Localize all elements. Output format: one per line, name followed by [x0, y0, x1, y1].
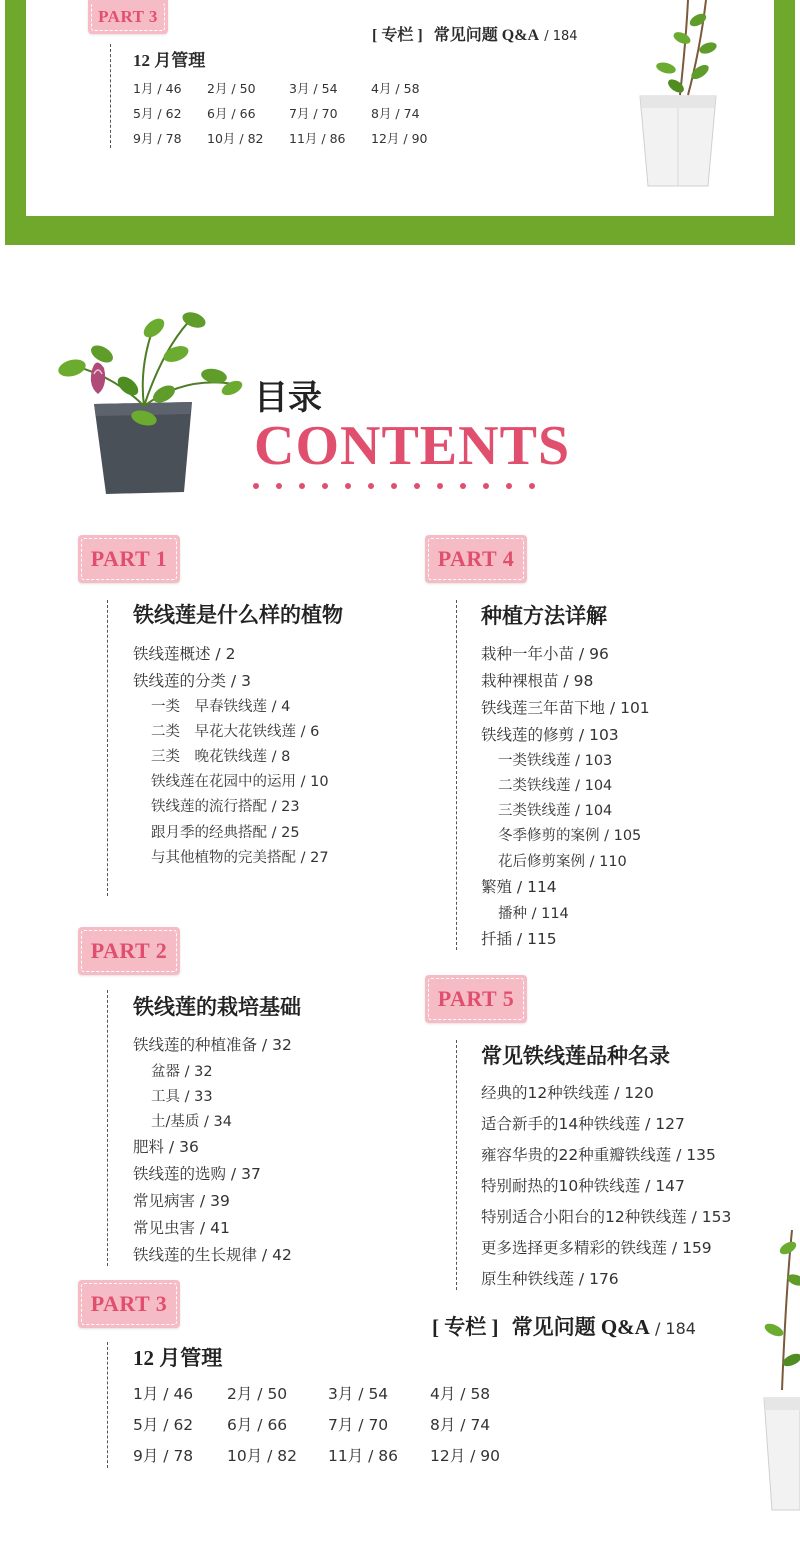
part3-badge: PART 3 [78, 1280, 180, 1328]
toc-subentry: 冬季修剪的案例 / 105 [498, 828, 642, 844]
toc-entry: 铁线莲的生长规律 / 42 [133, 1246, 292, 1264]
toc-entry: 常见虫害 / 41 [133, 1219, 230, 1237]
month-entry: 11月 / 86 [328, 1447, 399, 1465]
toc-entry: 栽种裸根苗 / 98 [481, 672, 594, 690]
top-month-entry: 12月 / 90 [371, 131, 428, 146]
top-month-entry: 8月 / 74 [371, 106, 420, 121]
toc-entry: 铁线莲的修剪 / 103 [481, 726, 619, 744]
part2-title: 铁线莲的栽培基础 [133, 995, 301, 1019]
top-month-entry: 4月 / 58 [371, 81, 420, 96]
toc-entry: 特别适合小阳台的12种铁线莲 / 153 [481, 1208, 732, 1226]
part5-badge: PART 5 [425, 975, 527, 1023]
part5-dashed-line [456, 1040, 457, 1290]
part3-dashed-line [107, 1342, 108, 1468]
month-entry: 3月 / 54 [328, 1385, 389, 1403]
contents-title-en: CONTENTS [254, 415, 571, 477]
toc-subentry: 跟月季的经典搭配 / 25 [151, 825, 300, 841]
top-section-title: 12 月管理 [133, 51, 206, 70]
month-entry: 8月 / 74 [430, 1416, 491, 1434]
top-month-entry: 9月 / 78 [133, 131, 182, 146]
white-pot-plant-image [628, 0, 728, 192]
month-entry: 9月 / 78 [133, 1447, 194, 1465]
part5-title: 常见铁线莲品种名录 [481, 1044, 670, 1068]
part2-badge: PART 2 [78, 927, 180, 975]
month-entry: 4月 / 58 [430, 1385, 491, 1403]
column-page: / 184 [654, 1319, 696, 1338]
top-dashed-line [110, 44, 111, 148]
column-label: [ 专栏 ] [432, 1315, 499, 1339]
toc-entry: 特别耐热的10种铁线莲 / 147 [481, 1177, 685, 1195]
top-month-entry: 1月 / 46 [133, 81, 182, 96]
dotted-divider [250, 480, 550, 492]
toc-entry: 雍容华贵的22种重瓣铁线莲 / 135 [481, 1146, 716, 1164]
top-month-entry: 11月 / 86 [289, 131, 346, 146]
top-column-title: 常见问题 Q&A [433, 27, 540, 44]
toc-entry: 扦插 / 115 [481, 930, 557, 948]
column-title: 常见问题 Q&A [511, 1315, 650, 1339]
month-entry: 1月 / 46 [133, 1385, 194, 1403]
toc-subentry: 一类 早春铁线莲 / 4 [151, 699, 291, 715]
month-entry: 5月 / 62 [133, 1416, 194, 1434]
toc-subentry: 播种 / 114 [498, 906, 569, 922]
month-entry: 7月 / 70 [328, 1416, 389, 1434]
toc-entry: 铁线莲的选购 / 37 [133, 1165, 261, 1183]
column-qa-line [432, 1311, 696, 1341]
part2-dashed-line [107, 990, 108, 1266]
part4-title: 种植方法详解 [481, 604, 607, 628]
toc-entry: 铁线莲的种植准备 / 32 [133, 1036, 292, 1054]
toc-subentry: 花后修剪案例 / 110 [498, 854, 627, 870]
top-month-entry: 10月 / 82 [207, 131, 264, 146]
toc-entry: 铁线莲概述 / 2 [133, 645, 236, 663]
toc-entry: 原生种铁线莲 / 176 [481, 1270, 619, 1288]
top-part3-badge: PART 3 [88, 0, 168, 34]
toc-subentry: 工具 / 33 [151, 1089, 213, 1105]
top-month-entry: 6月 / 66 [207, 106, 256, 121]
toc-subentry: 盆器 / 32 [151, 1064, 213, 1080]
month-entry: 10月 / 82 [227, 1447, 298, 1465]
toc-entry: 经典的12种铁线莲 / 120 [481, 1084, 654, 1102]
toc-entry: 铁线莲三年苗下地 / 101 [481, 699, 650, 717]
toc-subentry: 铁线莲的流行搭配 / 23 [151, 799, 300, 815]
toc-entry: 繁殖 / 114 [481, 878, 557, 896]
toc-subentry: 二类铁线莲 / 104 [498, 778, 613, 794]
part1-dashed-line [107, 600, 108, 896]
part1-badge: PART 1 [78, 535, 180, 583]
top-column-label: [ 专栏 ] [372, 27, 423, 44]
toc-subentry: 一类铁线莲 / 103 [498, 753, 613, 769]
toc-entry: 肥料 / 36 [133, 1138, 199, 1156]
toc-subentry: 土/基质 / 34 [151, 1114, 232, 1130]
toc-subentry: 铁线莲在花园中的运用 / 10 [151, 774, 329, 790]
month-entry: 12月 / 90 [430, 1447, 501, 1465]
top-month-entry: 7月 / 70 [289, 106, 338, 121]
bottom-right-plant-image [752, 1230, 800, 1530]
top-column-page: / 184 [544, 29, 578, 44]
top-month-entry: 3月 / 54 [289, 81, 338, 96]
toc-subentry: 三类铁线莲 / 104 [498, 803, 613, 819]
toc-entry: 常见病害 / 39 [133, 1192, 230, 1210]
part3-title: 12 月管理 [133, 1346, 223, 1370]
toc-subentry: 二类 早花大花铁线莲 / 6 [151, 724, 320, 740]
top-month-entry: 2月 / 50 [207, 81, 256, 96]
toc-subentry: 与其他植物的完美搭配 / 27 [151, 850, 329, 866]
month-entry: 6月 / 66 [227, 1416, 288, 1434]
part4-badge: PART 4 [425, 535, 527, 583]
part4-dashed-line [456, 600, 457, 950]
month-entry: 2月 / 50 [227, 1385, 288, 1403]
top-month-entry: 5月 / 62 [133, 106, 182, 121]
top-column-line [372, 22, 578, 45]
toc-entry: 栽种一年小苗 / 96 [481, 645, 609, 663]
part1-title: 铁线莲是什么样的植物 [133, 603, 343, 627]
toc-entry: 适合新手的14种铁线莲 / 127 [481, 1115, 685, 1133]
toc-subentry: 三类 晚花铁线莲 / 8 [151, 749, 291, 765]
toc-entry: 铁线莲的分类 / 3 [133, 672, 251, 690]
contents-title-cn: 目录 [254, 378, 322, 418]
toc-entry: 更多选择更多精彩的铁线莲 / 159 [481, 1239, 712, 1257]
black-pot-plant-image [44, 306, 244, 498]
